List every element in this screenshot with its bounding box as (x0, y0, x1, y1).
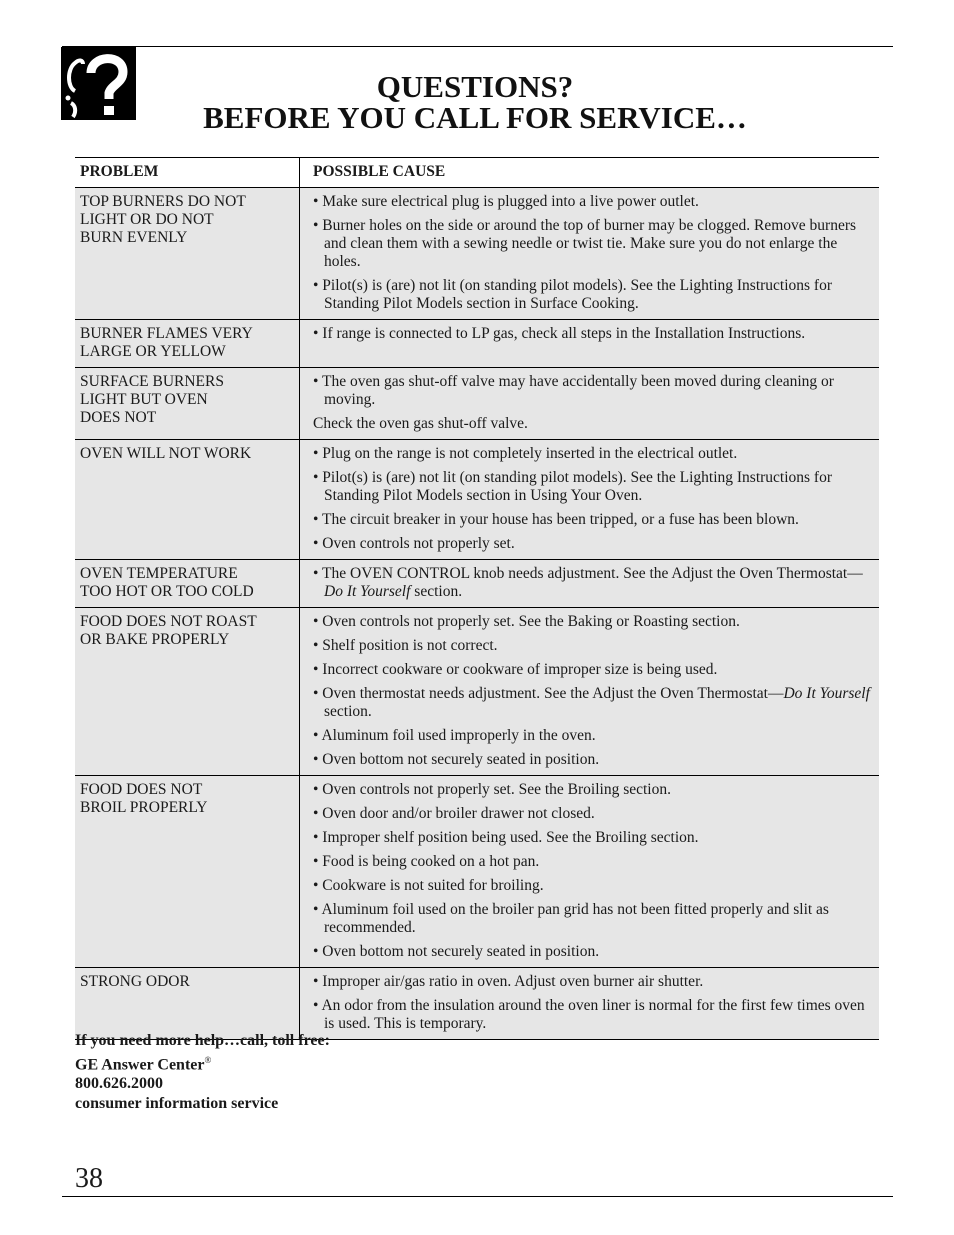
page-title (150, 71, 800, 133)
problem-cell: OVEN WILL NOT WORK (75, 440, 300, 560)
cause-item: • Oven bottom not securely seated in position. (313, 943, 600, 960)
help-contact-block (75, 1031, 330, 1113)
cause-item: • Plug on the range is not completely inserted in the electrical outlet. (313, 445, 738, 462)
cause-item: • Oven controls not properly set. (313, 535, 515, 552)
cause-item: • Improper air/gas ratio in oven. Adjust oven burner air shutter. (313, 973, 704, 990)
table-row (75, 776, 879, 968)
cause-item: • Incorrect cookware or cookware of improper size is being used. (313, 661, 718, 678)
cause-item: • Oven controls not properly set. See the Baking or Roasting section. (313, 613, 740, 630)
title-line-2: BEFORE YOU CALL FOR SERVICE… (203, 100, 747, 135)
cause-item: • If range is connected to LP gas, check all steps in the Installation Instructions. (313, 325, 806, 342)
cause-item: • Aluminum foil used improperly in the oven. (313, 727, 596, 744)
bottom-rule (62, 1196, 893, 1197)
troubleshooting-table (75, 157, 879, 1040)
cause-item: • Oven controls not properly set. See the Broiling section. (313, 781, 671, 798)
table-row (75, 188, 879, 320)
cause-item: Check the oven gas shut-off valve. (313, 415, 528, 432)
phone-number: 800.626.2000 (75, 1075, 163, 1093)
cause-cell (300, 968, 880, 1040)
italic-phrase: Do It Yourself (783, 685, 870, 702)
cause-cell (300, 368, 880, 440)
cause-item: • Pilot(s) is (are) not lit (on standing pilot models). See the Lighting Instructions for Standing Pilot Models section in Surface Cooking. (313, 277, 833, 312)
cause-item: • The oven gas shut-off valve may have accidentally been moved during cleaning or moving. (313, 373, 834, 408)
column-header-cause: POSSIBLE CAUSE (300, 158, 880, 188)
page-number: 38 (75, 1163, 103, 1194)
table-row (75, 968, 879, 1040)
italic-phrase: Do It Yourself (324, 583, 411, 600)
problem-cell: TOP BURNERS DO NOT LIGHT OR DO NOT BURN EVENLY (75, 188, 300, 320)
cause-item: • Make sure electrical plug is plugged into a live power outlet. (313, 193, 699, 210)
cause-item: • The OVEN CONTROL knob needs adjustment. See the Adjust the Oven Thermostat—Do It Yourself section. (313, 565, 863, 600)
question-mark-icon (61, 47, 136, 120)
cause-cell (300, 320, 880, 368)
cause-item: • An odor from the insulation around the oven liner is normal for the first few times oven is used. This is temporary. (313, 997, 865, 1032)
table-row (75, 320, 879, 368)
problem-cell: SURFACE BURNERS LIGHT BUT OVEN DOES NOT (75, 368, 300, 440)
service-description: consumer information service (75, 1094, 279, 1112)
title-line-1: QUESTIONS? (376, 69, 574, 104)
cause-cell (300, 560, 880, 608)
cause-item: • Cookware is not suited for broiling. (313, 877, 544, 894)
registered-mark: ® (204, 1054, 212, 1065)
cause-item: • Food is being cooked on a hot pan. (313, 853, 540, 870)
top-rule (62, 46, 893, 47)
problem-cell: OVEN TEMPERATURE TOO HOT OR TOO COLD (75, 560, 300, 608)
table-row (75, 440, 879, 560)
table-row (75, 560, 879, 608)
cause-item: • Oven bottom not securely seated in position. (313, 751, 600, 768)
answer-center-line (75, 1051, 330, 1075)
cause-item: • Aluminum foil used on the broiler pan grid has not been fitted properly and slit as recommended. (313, 901, 829, 936)
answer-center-name: GE Answer Center (75, 1055, 205, 1073)
problem-cell: FOOD DOES NOT BROIL PROPERLY (75, 776, 300, 968)
cause-item: • Burner holes on the side or around the top of burner may be clogged. Remove burners and clean them with a sewing needle or twist tie. Make sure you do not enlarge the holes. (313, 217, 857, 270)
problem-cell: FOOD DOES NOT ROAST OR BAKE PROPERLY (75, 608, 300, 776)
table-row (75, 608, 879, 776)
cause-item: • Pilot(s) is (are) not lit (on standing pilot models). See the Lighting Instructions for Standing Pilot Models section in Using Your Oven. (313, 469, 833, 504)
cause-item: • Oven door and/or broiler drawer not closed. (313, 805, 595, 822)
table-header-row (75, 158, 879, 188)
column-header-problem: PROBLEM (75, 158, 300, 188)
cause-cell (300, 188, 880, 320)
cause-cell (300, 440, 880, 560)
table-row (75, 368, 879, 440)
cause-item: • Shelf position is not correct. (313, 637, 498, 654)
cause-cell (300, 776, 880, 968)
cause-item: • Oven thermostat needs adjustment. See the Adjust the Oven Thermostat—Do It Yourself section. (313, 685, 870, 720)
cause-cell (300, 608, 880, 776)
problem-cell: BURNER FLAMES VERY LARGE OR YELLOW (75, 320, 300, 368)
help-call-line: If you need more help…call, toll free: (75, 1032, 330, 1049)
cause-item: • Improper shelf position being used. See the Broiling section. (313, 829, 699, 846)
problem-cell: STRONG ODOR (75, 968, 300, 1040)
cause-item: • The circuit breaker in your house has been tripped, or a fuse has been blown. (313, 511, 799, 528)
